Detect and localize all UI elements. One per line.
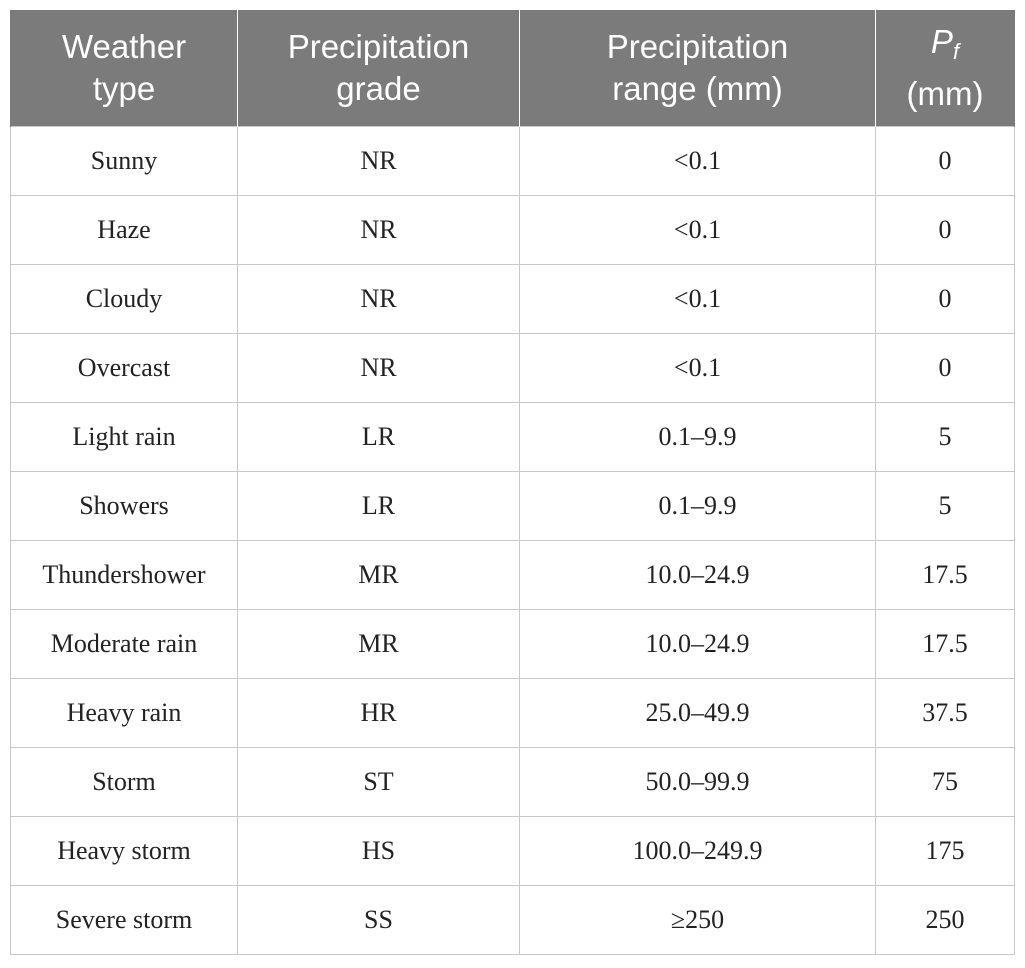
weather-type-cell: Sunny xyxy=(11,127,238,196)
weather-type-cell: Showers xyxy=(11,472,238,541)
weather-type-cell: Overcast xyxy=(11,334,238,403)
table-row xyxy=(11,817,1015,886)
weather-type-cell: Severe storm xyxy=(11,886,238,955)
pf-value-cell: 0 xyxy=(876,265,1015,334)
precipitation-grade-cell: SS xyxy=(238,886,520,955)
precipitation-grade-cell: ST xyxy=(238,748,520,817)
precipitation-range-cell: <0.1 xyxy=(520,334,876,403)
weather-type-cell: Moderate rain xyxy=(11,610,238,679)
precipitation-range-cell: 50.0–99.9 xyxy=(520,748,876,817)
header-precipitation-range-line2: range (mm) xyxy=(612,70,783,107)
precipitation-grade-cell: NR xyxy=(238,127,520,196)
pf-value-cell: 0 xyxy=(876,196,1015,265)
table-row xyxy=(11,679,1015,748)
header-precipitation-range-line1: Precipitation xyxy=(606,28,789,65)
weather-type-cell: Haze xyxy=(11,196,238,265)
pf-value-cell: 17.5 xyxy=(876,541,1015,610)
precipitation-range-cell: 100.0–249.9 xyxy=(520,817,876,886)
weather-type-cell: Storm xyxy=(11,748,238,817)
table-row xyxy=(11,334,1015,403)
weather-type-cell: Light rain xyxy=(11,403,238,472)
header-precipitation-range xyxy=(520,10,876,127)
precipitation-range-cell: <0.1 xyxy=(520,196,876,265)
pf-value-cell: 0 xyxy=(876,334,1015,403)
table-row xyxy=(11,403,1015,472)
header-pf xyxy=(876,10,1015,127)
pf-value-cell: 75 xyxy=(876,748,1015,817)
pf-value-cell: 17.5 xyxy=(876,610,1015,679)
pf-value-cell: 250 xyxy=(876,886,1015,955)
header-precipitation-grade-line2: grade xyxy=(336,70,421,107)
precipitation-range-cell: 10.0–24.9 xyxy=(520,541,876,610)
precipitation-range-cell: 25.0–49.9 xyxy=(520,679,876,748)
weather-type-cell: Heavy rain xyxy=(11,679,238,748)
precipitation-grade-cell: MR xyxy=(238,541,520,610)
header-row xyxy=(11,10,1015,127)
weather-type-cell: Thundershower xyxy=(11,541,238,610)
precipitation-grade-cell: LR xyxy=(238,403,520,472)
precipitation-grade-cell: HR xyxy=(238,679,520,748)
precipitation-grade-cell: NR xyxy=(238,334,520,403)
header-weather-type xyxy=(11,10,238,127)
weather-type-cell: Heavy storm xyxy=(11,817,238,886)
weather-type-cell: Cloudy xyxy=(11,265,238,334)
precipitation-grade-cell: MR xyxy=(238,610,520,679)
pf-value-cell: 175 xyxy=(876,817,1015,886)
table-row xyxy=(11,472,1015,541)
pf-value-cell: 37.5 xyxy=(876,679,1015,748)
table-row xyxy=(11,886,1015,955)
pf-value-cell: 0 xyxy=(876,127,1015,196)
pf-value-cell: 5 xyxy=(876,472,1015,541)
table-row xyxy=(11,541,1015,610)
pf-value-cell: 5 xyxy=(876,403,1015,472)
table-body xyxy=(11,127,1015,955)
header-precipitation-grade xyxy=(238,10,520,127)
header-precipitation-grade-line1: Precipitation xyxy=(287,28,470,65)
table-row xyxy=(11,196,1015,265)
precipitation-range-cell: ≥250 xyxy=(520,886,876,955)
header-weather-type-line2: type xyxy=(92,70,156,107)
precipitation-range-cell: 0.1–9.9 xyxy=(520,403,876,472)
precipitation-grade-cell: LR xyxy=(238,472,520,541)
precipitation-range-cell: 10.0–24.9 xyxy=(520,610,876,679)
precipitation-range-cell: 0.1–9.9 xyxy=(520,472,876,541)
precipitation-table xyxy=(10,10,1015,955)
header-weather-type-line1: Weather xyxy=(61,28,187,65)
precipitation-range-cell: <0.1 xyxy=(520,265,876,334)
header-pf-unit: (mm) xyxy=(906,75,984,112)
header-pf-subscript: f xyxy=(952,39,960,64)
table-header xyxy=(11,10,1015,127)
precipitation-table-container xyxy=(10,10,1014,955)
precipitation-grade-cell: NR xyxy=(238,265,520,334)
table-row xyxy=(11,610,1015,679)
precipitation-range-cell: <0.1 xyxy=(520,127,876,196)
precipitation-grade-cell: NR xyxy=(238,196,520,265)
header-pf-symbol: P xyxy=(930,23,953,60)
table-row xyxy=(11,265,1015,334)
table-row xyxy=(11,748,1015,817)
precipitation-grade-cell: HS xyxy=(238,817,520,886)
table-row xyxy=(11,127,1015,196)
